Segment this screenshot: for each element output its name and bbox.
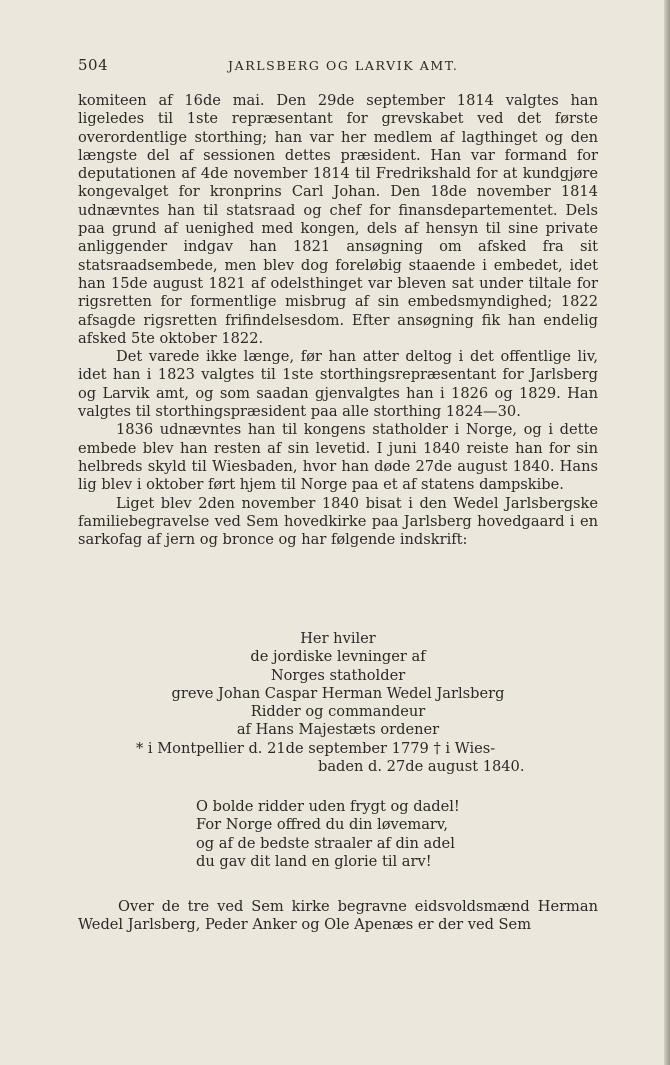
verse-line: O bolde ridder uden frygt og dadel!	[196, 798, 460, 815]
page-number: 504	[78, 56, 109, 74]
paragraph-2: Det varede ikke længe, før han atter deltog i det offentlige liv, idet han i 1823 valgtes til 1ste storthingsrepræsentant for Jarlsberg og Larvik amt, og som saadan gjenvalgtes han i 1826 og 1829. Han valgtes til storthingspræsident paa alle storthing 1824—30.	[78, 348, 598, 421]
epitaph-line: Ridder og commandeur	[250, 703, 426, 721]
memorial-verse	[78, 798, 598, 871]
epitaph-line: de jordiske levninger af	[250, 648, 426, 666]
epitaph-death-continued: baden d. 27de august 1840.	[318, 758, 525, 776]
epitaph-line: greve Johan Caspar Herman Wedel Jarlsberg	[171, 684, 505, 702]
page-edge-shadow	[664, 0, 670, 1065]
paragraph-4: Liget blev 2den november 1840 bisat i den Wedel Jarlsbergske familiebegravelse ved Sem hovedkirke paa Jarlsberg hovedgaard i en sarkofag af jern og bronce og har følgende indskrift:	[78, 494, 598, 549]
final-paragraph: Over de tre ved Sem kirke begravne eidsvoldsmænd Herman Wedel Jarlsberg, Peder Anker og Ole Apenæs er der ved Sem	[78, 898, 598, 934]
verse-line: For Norge offred du din løvemarv,	[196, 816, 449, 834]
epitaph-inscription	[78, 630, 598, 776]
paragraph-3: 1836 udnævntes han til kongens statholder i Norge, og i dette embede blev han resten af sin levetid. I juni 1840 reiste han for sin helbreds skyld til Wiesbaden, hvor han døde 27de august 1840. Hans lig blev i oktober ført hjem til Norge paa et af statens dampskibe.	[78, 421, 598, 494]
epitaph-line: Norges statholder	[270, 666, 406, 684]
epitaph-birth-death: * i Montpellier d. 21de september 1779 † i Wies-	[136, 739, 496, 757]
verse-line: og af de bedste straaler af din adel	[196, 834, 455, 852]
epitaph-line: Her hviler	[300, 630, 376, 647]
closing-text	[78, 898, 598, 935]
verse-line: du gav dit land en glorie til arv!	[196, 852, 432, 870]
paragraph-1: komiteen af 16de mai. Den 29de september 1814 valgtes han ligeledes til 1ste repræsentant for grevskabet ved det første overordentlige storthing; han var her medlem af lagthinget og den længste del af sessionen dettes præsident. Han var formand for deputationen af 4de november 1814 til Fredrikshald for at kundgjøre kongevalget for kronprins Carl Johan. Den 18de november 1814 udnævntes han til statsraad og chef for finansdepartementet. Dels paa grund af uenighed med kongen, dels af hensyn til sine private anliggender indgav han 1821 ansøgning om afsked fra sit statsraadsembede, men blev dog foreløbig staaende i embedet, idet han 15de august 1821 af odelsthinget var bleven sat under tiltale for rigsretten for formentlige misbrug af sin embedsmyndighed; 1822 afsagde rigsretten frifindelsesdom. Efter ansøgning fik han endelig afsked 5te oktober 1822.	[78, 92, 598, 347]
body-text	[78, 92, 598, 549]
epitaph-line: af Hans Majestæts ordener	[236, 721, 440, 739]
running-header	[78, 56, 598, 78]
running-title: JARLSBERG OG LARVIK AMT.	[228, 58, 459, 73]
